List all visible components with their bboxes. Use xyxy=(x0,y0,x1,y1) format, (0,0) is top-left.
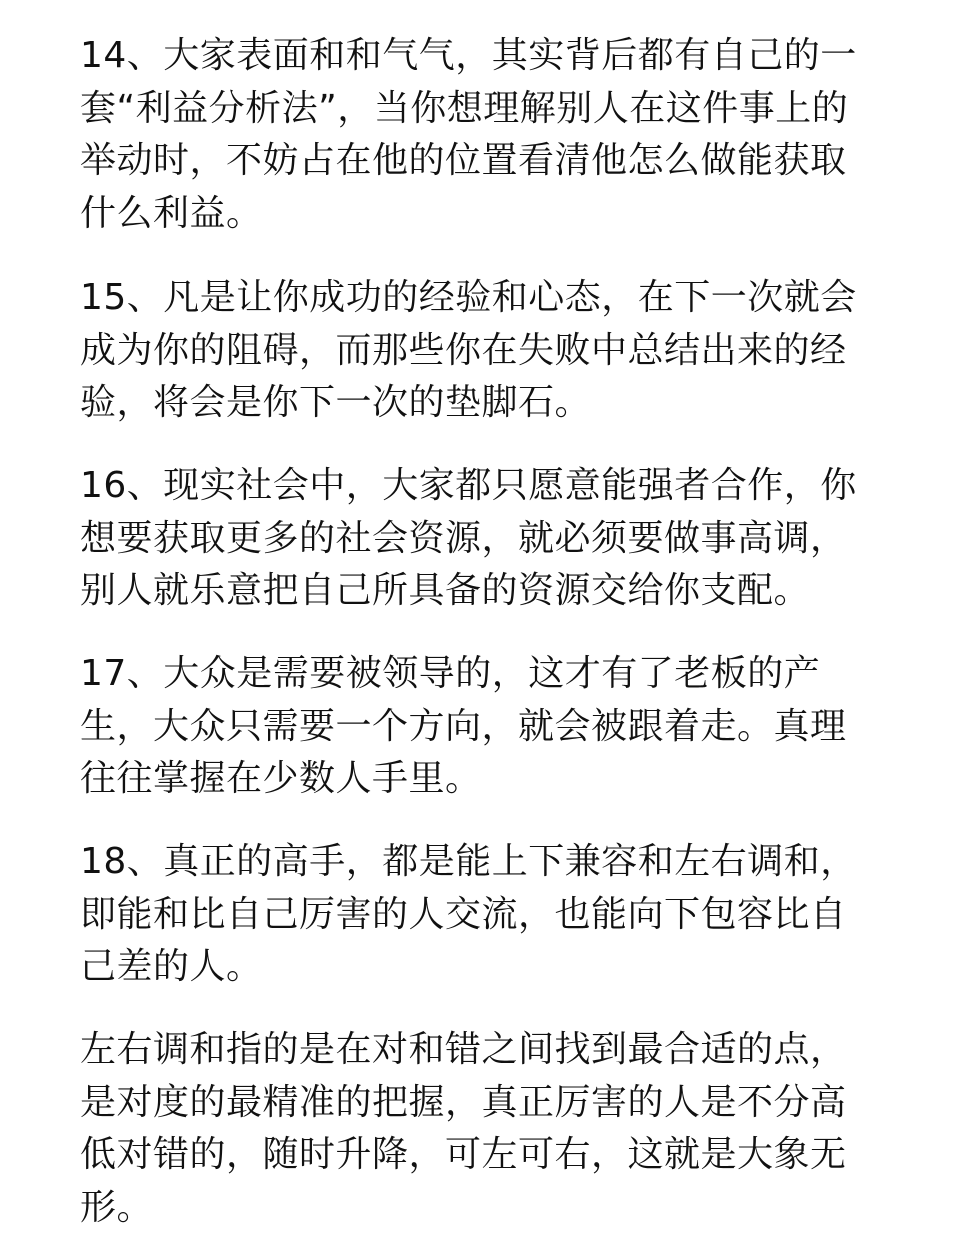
paragraph-14: 14、大家表面和和气气，其实背后都有自己的一套“利益分析法”，当你想理解别人在这件事上的举动时，不妨占在他的位置看清他怎么做能获取什么利益。 xyxy=(80,35,857,234)
paragraph-explanation: 左右调和指的是在对和错之间找到最合适的点，是对度的最精准的把握，真正厉害的人是不分高低对错的，随时升降，可左可右，这就是大象无形。 xyxy=(80,1029,847,1228)
paragraph-16: 16、现实社会中，大家都只愿意能强者合作，你想要获取更多的社会资源，就必须要做事高调，别人就乐意把自己所具备的资源交给你支配。 xyxy=(80,465,857,611)
paragraph-17: 17、大众是需要被领导的，这才有了老板的产生，大众只需要一个方向，就会被跟着走。真理往往掌握在少数人手里。 xyxy=(80,653,847,799)
paragraph-15: 15、凡是让你成功的经验和心态，在下一次就会成为你的阻碍，而那些你在失败中总结出来的经验，将会是你下一次的垫脚石。 xyxy=(80,277,857,423)
paragraph-18: 18、真正的高手，都是能上下兼容和左右调和，即能和比自己厉害的人交流，也能向下包容比自己差的人。 xyxy=(80,841,857,987)
